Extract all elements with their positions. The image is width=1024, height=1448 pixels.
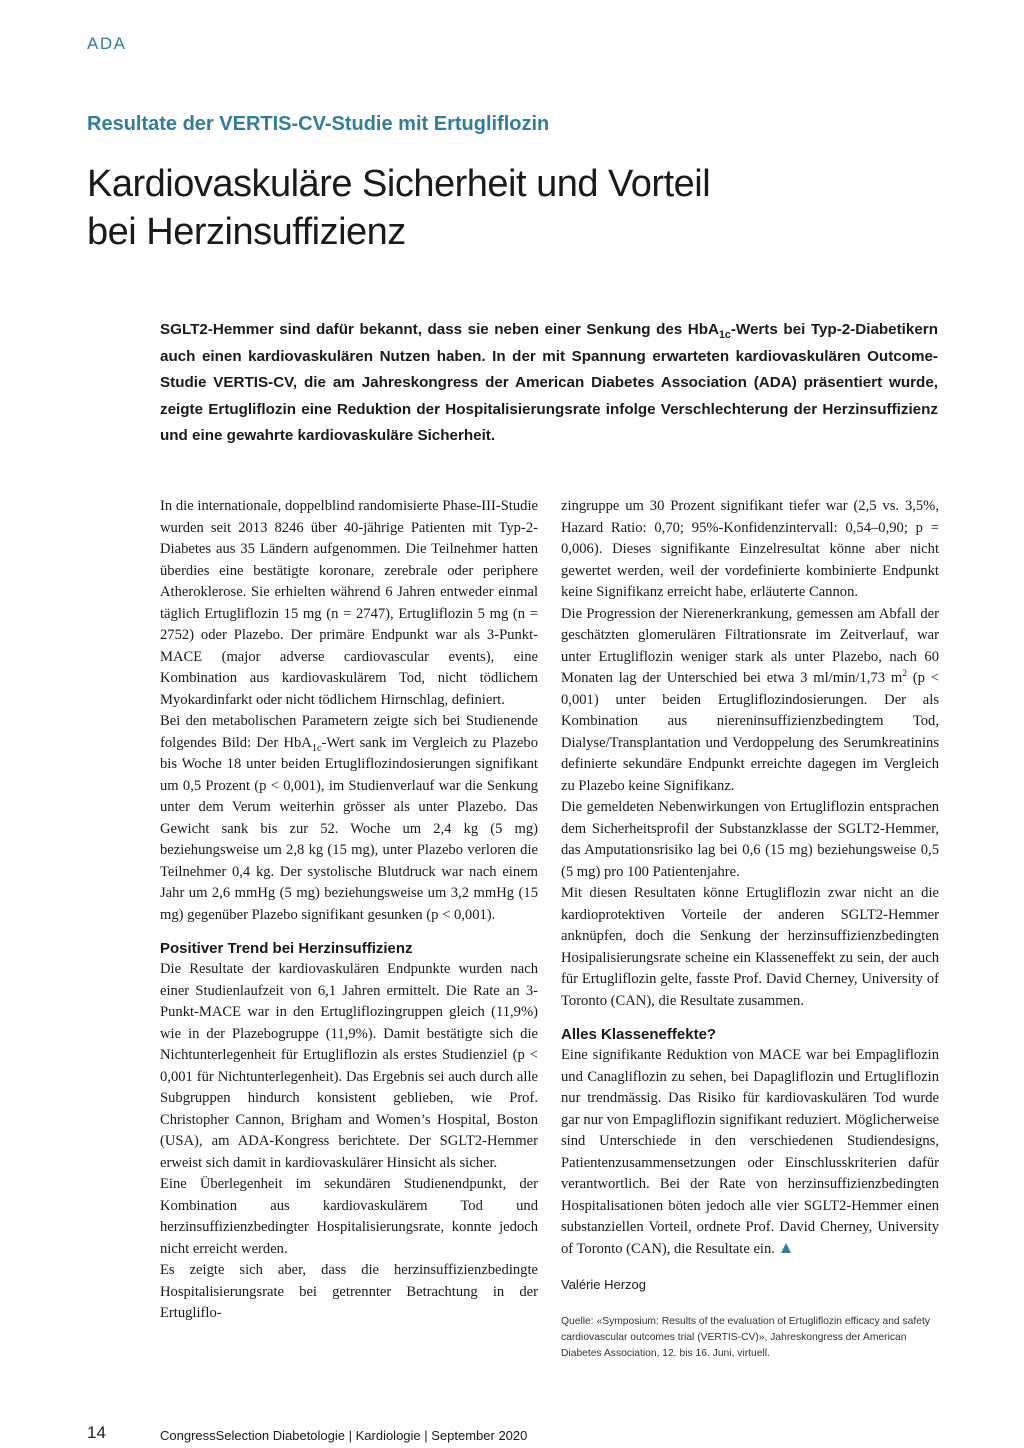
page-number: 14 xyxy=(87,1423,106,1442)
lead-subscript: 1c xyxy=(719,329,731,342)
right-paragraph-3: Die gemeldeten Nebenwirkungen von Ertugliflozin entsprachen dem Sicherheitsprofil der Substanzklasse der SGLT2-Hemmer, das Amputationsrisiko lag bei 0,6 (15 mg) beziehungsweise 0,5 (5 mg) pro 100 Patientenjahre. xyxy=(561,799,939,880)
lead-text-2: -Werts bei Typ-2-Diabetikern auch einen kardiovaskulären Nutzen haben. In der mit Spannung erwarteten kardiovaskulären Outcome-Studie VERTIS-CV, die am Jahreskongress der American Diabetes Association (ADA) präsentiert wurde, zeigte Ertugliflozin eine Reduktion der Hospitalisierungsrate infolge Verschlechterung der Herzinsuffizienz und eine gewahrte kardiovaskuläre Sicherheit. xyxy=(160,321,938,444)
footer-publication: CongressSelection Diabetologie | Kardiologie | September 2020 xyxy=(160,1428,528,1443)
right-paragraph-1: zingruppe um 30 Prozent signifikant tiefer war (2,5 vs. 3,5%, Hazard Ratio: 0,70; 95%-Konfidenzintervall: 0,54–0,90; p = 0,006). Dieses signifikante Einzelresultat könne aber nicht gewertet werden, weil der vordefinierte kombinierte Endpunkt keine Signifikanz erreicht habe, erläuterte Cannon. xyxy=(561,498,939,600)
right-paragraph-5-text: Eine signifikante Reduktion von MACE war bei Empagliflozin und Canagliflozin zu sehen, bei Dapagliflozin und Ertugliflozin nur trendmässig. Das Risiko für kardiovaskulären Tod wurde gar nur von Empagliflozin signifikant reduziert. Möglicherweise sind Unterschiede in den verschiedenen Studiendesigns, Patientenzusammensetzungen oder Einschlusskriterien dafür verantwortlich. Bei der Rate von herzinsuffizienzbedingten Hospitalisationen böten jedoch alle vier SGLT2-Hemmer einen substanziellen Vorteil, ordnete Prof. David Cherney, University of Toronto (CAN), die Resultate ein. xyxy=(561,1047,939,1257)
right-paragraph-2-text-1: Die Progression der Nierenerkrankung, gemessen am Abfall der geschätzten glomerulären Filtrationsrate im Zeitverlauf, war unter Ertugliflozin weniger stark als unter Plazebo, nach 60 Monaten lag der Unterschied bei etwa 3 ml/min/1,73 m xyxy=(561,605,939,686)
source-note: Quelle: «Symposium: Results of the evaluation of Ertugliflozin efficacy and safety cardiovascular outcomes trial (VERTIS-CV)», Jahreskongress der American Diabetes Association, 12. bis 16. Juni, virtuell. xyxy=(561,1315,930,1359)
lead-text-1: SGLT2-Hemmer sind dafür bekannt, dass sie neben einer Senkung des HbA xyxy=(160,321,719,338)
left-paragraph-4: Eine Überlegenheit im sekundären Studienendpunkt, der Kombination aus kardiovaskulärem Tod und herzinsuffizienzbedingter Hospitalisierungsrate, konnte jedoch nicht erreicht werden. xyxy=(160,1176,538,1257)
right-paragraph-2 xyxy=(561,604,939,798)
left-paragraph-5: Es zeigte sich aber, dass die herzinsuffizienzbedingte Hospitalisierungsrate bei getrennter Betrachtung in der Ertugliflo- xyxy=(160,1262,538,1321)
title-line-2: bei Herzinsuffizienz xyxy=(87,211,406,253)
left-paragraph-3: Die Resultate der kardiovaskulären Endpunkte wurden nach einer Studienlaufzeit von 6,1 Jahren ermittelt. Die Rate an 3-Punkt-MACE war in den Ertugliflozingruppen gleich (11,9%) wie in der Plazebogruppe (11,9%). Damit bestätigte sich die Nichtunterlegenheit für Ertugliflozin als erstes Studienziel (p < 0,001 für Nichtunterlegenheit). Das Ergebnis sei auch durch alle Subgruppen hindurch konsistent geblieben, wie Prof. Christopher Cannon, Brigham and Women’s Hospital, Boston (USA), am ADA-Kongress berichtete. Der SGLT2-Hemmer erweist sich damit in kardiovaskulärer Hinsicht als sicher. xyxy=(160,961,538,1171)
title-line-1: Kardiovaskuläre Sicherheit und Vorteil xyxy=(87,163,711,205)
section-heading-klasseneffekte: Alles Klasseneffekte? xyxy=(561,1026,717,1043)
end-of-article-triangle-icon xyxy=(781,1243,791,1253)
left-paragraph-2-subscript: 1c xyxy=(311,742,322,754)
right-paragraph-2-text-2: (p < 0,001) unter beiden Ertugliflozindosierungen. Der als Kombination aus niereninsuffizienzbedingtem Tod, Dialyse/Transplantation und Verdoppelung des Serumkreatinins definierte sekundäre Endpunkt erreichte dagegen im Vergleich zu Plazebo keine Signifikanz. xyxy=(561,670,939,794)
section-tag: ADA xyxy=(87,34,127,53)
right-column xyxy=(561,496,939,1362)
right-paragraph-4: Mit diesen Resultaten könne Ertugliflozin zwar nicht an die kardioprotektiven Vorteile der anderen SGLT2-Hemmer anknüpfen, doch die Senkung der herzinsuffizienzbedingten Hosipalisierungsrate scheine ein Klasseneffekt zu sein, der auch für Ertugliflozin gelte, fasste Prof. David Cherney, University of Toronto (CAN), die Resultate zusammen. xyxy=(561,885,939,1009)
left-paragraph-2 xyxy=(160,711,538,926)
left-paragraph-2-text-1: Bei den metabolischen Parametern zeigte sich bei Studienende folgendes Bild: Der HbA xyxy=(160,713,538,751)
section-heading-positiver-trend: Positiver Trend bei Herzinsuffizienz xyxy=(160,940,413,957)
article-kicker: Resultate der VERTIS-CV-Studie mit Ertugliflozin xyxy=(87,113,550,135)
right-paragraph-5 xyxy=(561,1045,939,1260)
right-paragraph-2-superscript: 2 xyxy=(902,669,907,680)
article-lead xyxy=(160,317,938,450)
article-title xyxy=(87,160,907,256)
left-paragraph-2-text-2: -Wert sank im Vergleich zu Plazebo bis Woche 18 unter beiden Ertugliflozindosierungen signifikant um 0,5 Prozent (p < 0,001), im Studienverlauf war die Senkung unter dem Verum weiterhin grösser als unter Plazebo. Das Gewicht sank bis zur 52. Woche um 2,4 kg (5 mg) beziehungsweise um 2,8 kg (15 mg), unter Plazebo verloren die Teilnehmer 0,4 kg. Der systolische Blutdruck war nach einem Jahr um 2,6 mmHg (5 mg) beziehungsweise um 3,2 mmHg (15 mg) gegenüber Plazebo signifikant gesunken (p < 0,001). xyxy=(160,734,538,923)
author-name: Valérie Herzog xyxy=(561,1277,647,1292)
left-paragraph-1: In die internationale, doppelblind randomisierte Phase-III-Studie wurden seit 2013 8246 über 40-jährige Patienten mit Typ-2-Diabetes aus 35 Ländern aufgenommen. Die Teilnehmer hatten überdies eine bestätigte koronare, zerebrale oder periphere Atheroklerose. Sie erhielten während 6 Jahren entweder einmal täglich Ertugliflozin 15 mg (n = 2747), Ertugliflozin 5 mg (n = 2752) oder Plazebo. Der primäre Endpunkt war als 3-Punkt-MACE (major adverse cardiovascular events), eine Kombination aus kardiovaskulärem Tod, nicht tödlichem Myokardinfarkt oder nicht tödlichem Hirnschlag, definiert. xyxy=(160,498,538,708)
left-column xyxy=(160,496,538,1325)
